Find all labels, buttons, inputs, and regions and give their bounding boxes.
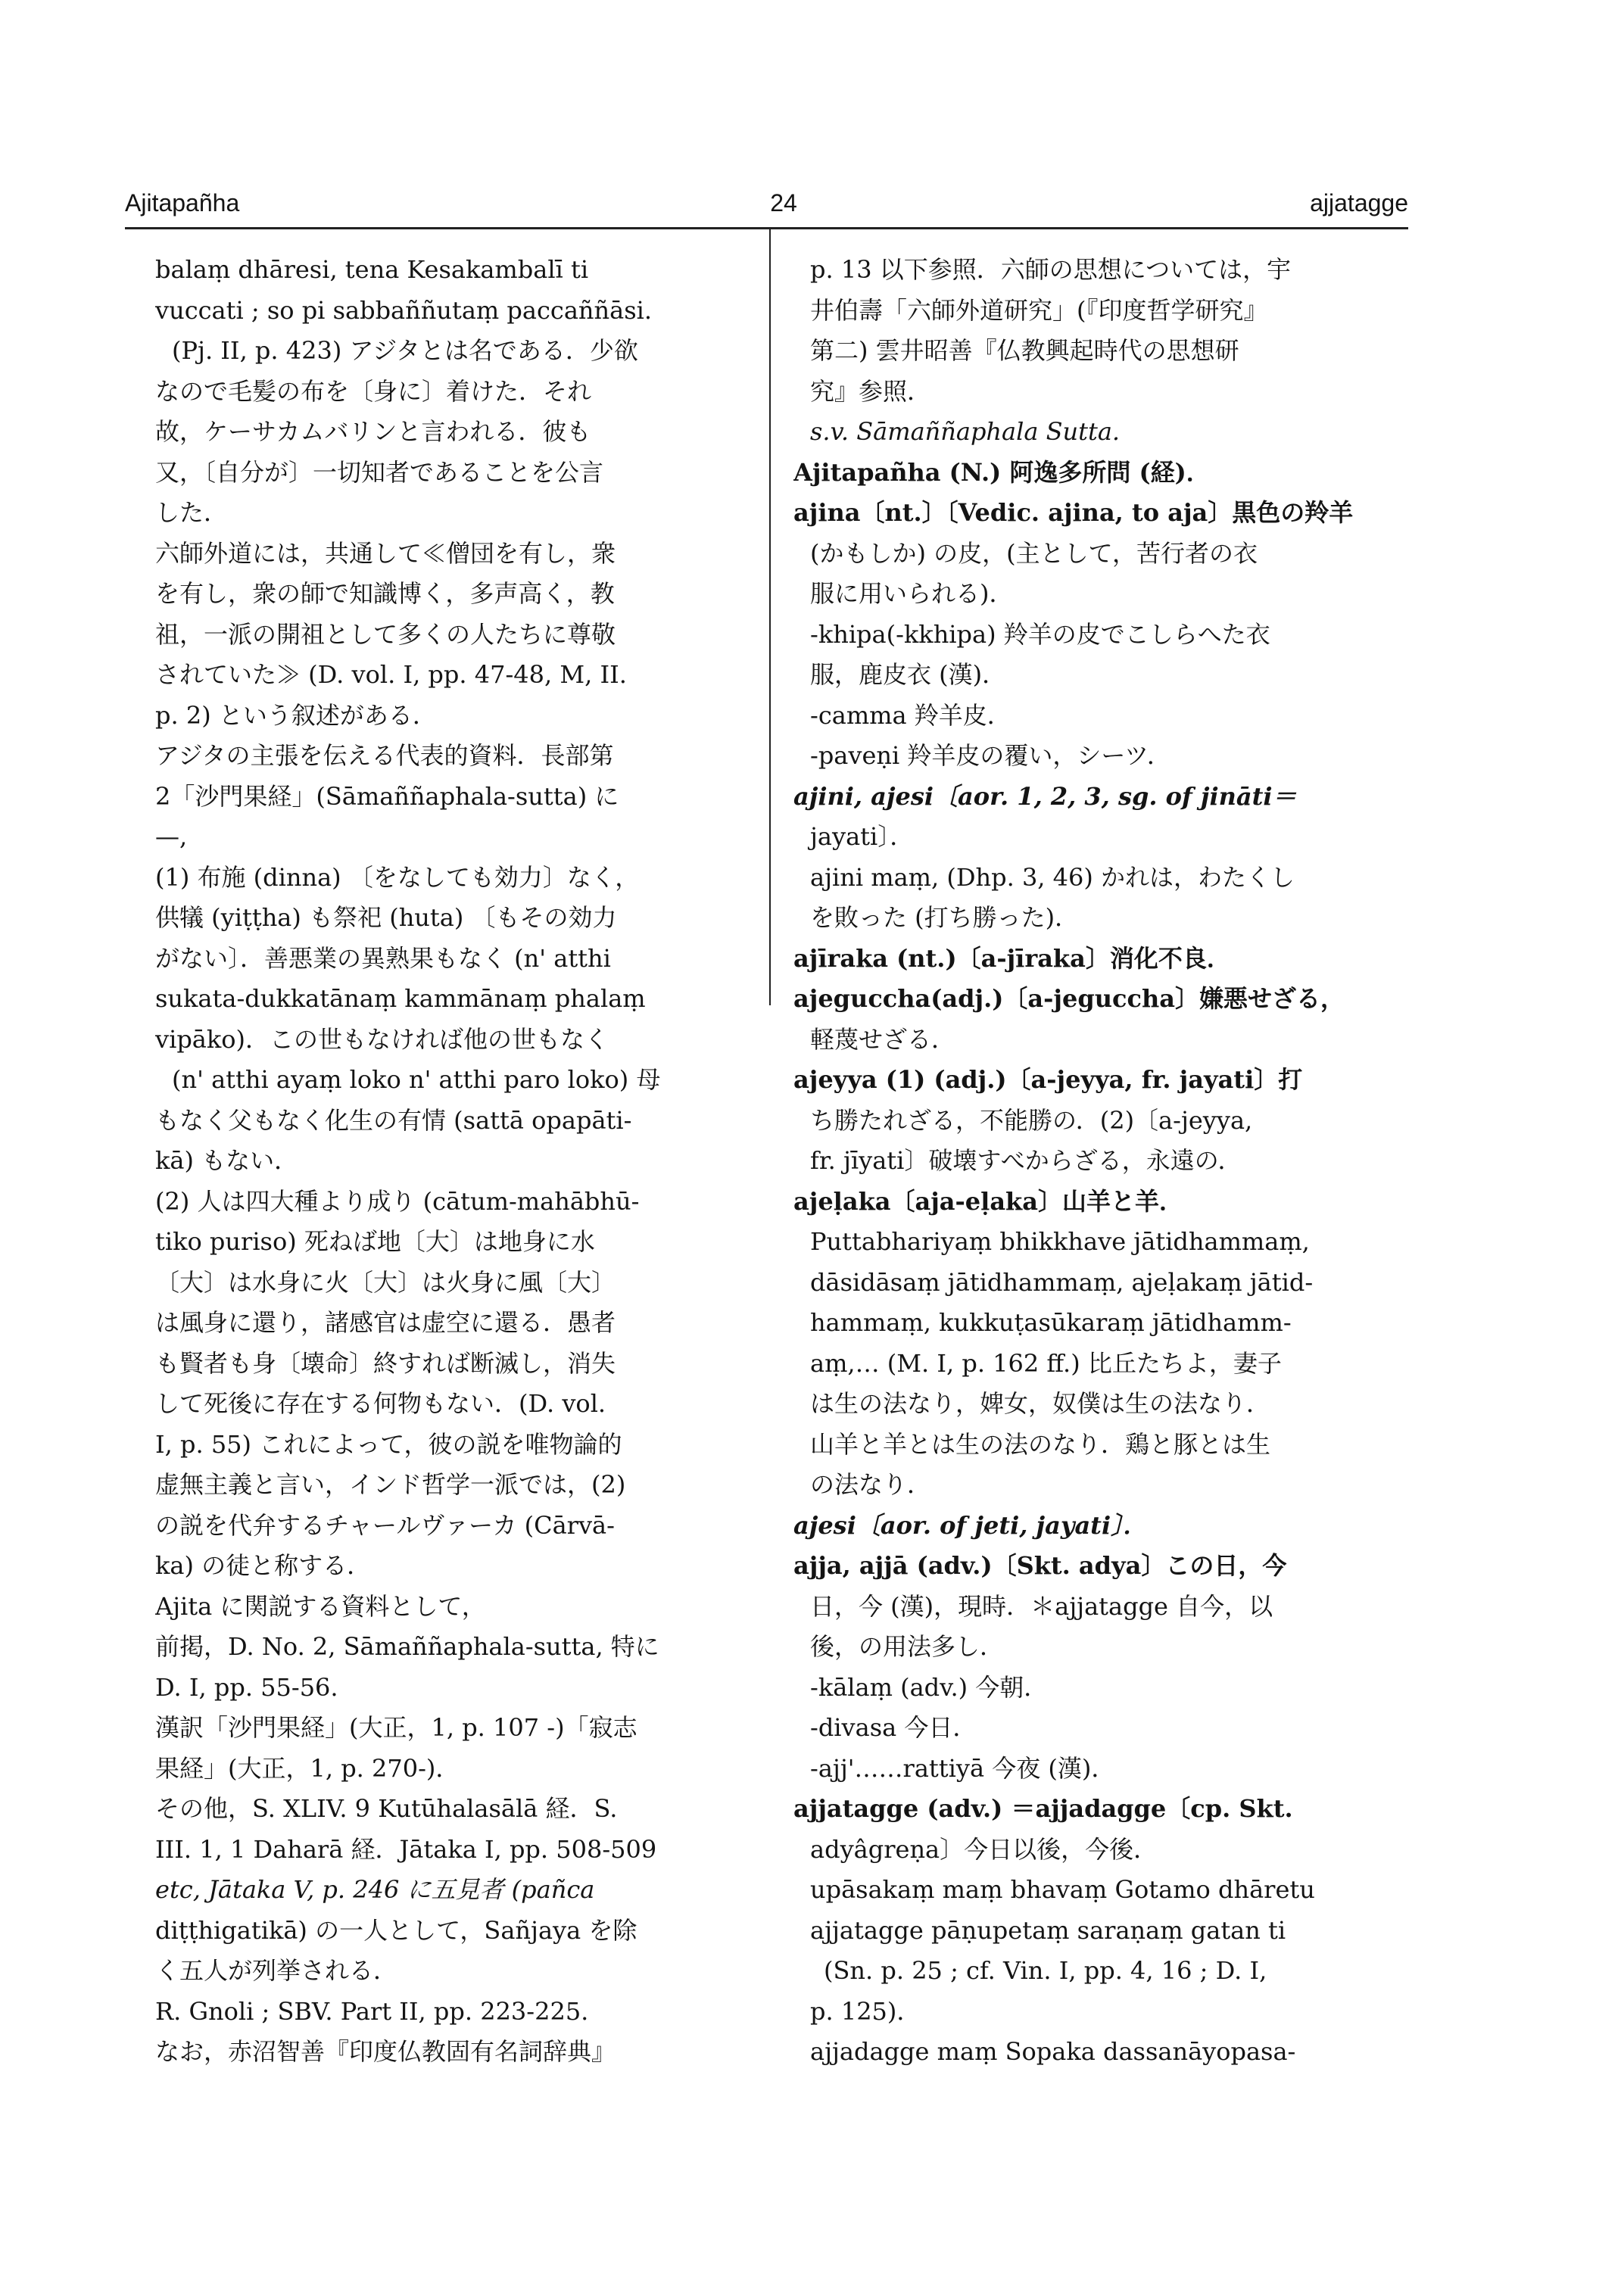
text-line: なので毛髪の布を〔身に〕着けた．それ [155,376,592,406]
text-line: 究』参照． [810,376,932,406]
text-line: ajjatagge pāṇupetaṃ saraṇaṃ gatan ti [810,1915,1286,1945]
text-line: 〔大〕は水身に火〔大〕は火身に風〔大〕 [155,1267,616,1297]
text-line: も賢者も身〔壊命〕終すれば断滅し，消失 [155,1348,616,1378]
entry-headword-ajeguccha: ajeguccha(adj.)〔a-jeguccha〕嫌悪せざる， [793,984,1345,1013]
entry-headword-ajini: ajini, ajesi〔aor. 1, 2, 3, sg. of jināti＝ [793,781,1297,811]
text-line: -paveṇi 羚羊皮の覆い，シーツ． [810,741,1171,770]
text-line: を有し，衆の師で知識博く，多声高く，教 [155,579,615,608]
right-column [793,250,1408,2073]
entry-headword-ajesi: ajesi〔aor. of jeti, jayati〕． [793,1510,1148,1540]
text-line: upāsakaṃ maṃ bhavaṃ Gotamo dhāretu [810,1875,1315,1904]
text-line: aṃ,… (M. I, p. 162 ff.) 比丘たちよ，妻子 [810,1348,1282,1378]
text-line: 井伯壽「六師外道研究」(『印度哲学研究』 [810,295,1268,325]
text-line: (1) 布施 (dinna) 〔をなしても効力〕なく， [155,862,640,892]
text-line: 供犠 (yiṭṭha) も祭祀 (huta) 〔もその効力 [155,903,617,932]
text-line: ち勝たれざる，不能勝の．(2)〔a-jeyya, [810,1105,1253,1135]
text-line: 服に用いられる)． [810,579,1014,608]
text-line: 漢訳「沙門果経」(大正，1, p. 107 -)「寂志 [155,1713,637,1742]
text-line: 山羊と羊とは生の法のなり．鶏と豚とは生 [810,1429,1271,1459]
text-line: -ajj'……rattiyā 今夜 (漢)． [810,1753,1116,1783]
text-line: -kālaṃ (adv.) 今朝． [810,1672,1049,1702]
text-line: して死後に存在する何物もない．(D. vol. [155,1389,606,1418]
entry-headword-ajelaka: ajeḷaka〔aja-eḷaka〕山羊と羊． [793,1186,1183,1216]
text-line: vipāko)．この世もなければ他の世もなく [155,1024,609,1054]
entry-headword-ajjatagge: ajjatagge (adv.) ＝ajjadagge〔cp. Skt. [793,1794,1293,1823]
text-line: (2) 人は四大種より成り (cātum-mahābhū- [155,1186,640,1216]
text-line: jayati〕． [810,822,915,851]
header-rule [125,227,1408,229]
text-line: 又，〔自分が〕一切知者であることを公言 [155,457,604,487]
column-divider [769,227,771,1005]
text-line: がない〕．善悪業の異熟果もなく (n' atthi [155,943,611,973]
text-line: その他，S. XLIV. 9 Kutūhalasālā 経．S. [155,1794,618,1823]
text-line: -khipa(-kkhipa) 羚羊の皮でこしらへた衣 [810,619,1270,649]
text-line: dāsidāsaṃ jātidhammaṃ, ajeḷakaṃ jātid- [810,1267,1314,1297]
text-line: (Pj. II, p. 423) アジタとは名である．少欲 [172,336,638,365]
text-line: R. Gnoli ; SBV. Part II, pp. 223-225. [155,1996,589,2026]
text-line: されていた≫ (D. vol. I, pp. 47-48, M, II. [155,660,627,689]
text-line: 果経」(大正，1, p. 270-)． [155,1753,460,1783]
text-line: ajini maṃ, (Dhp. 3, 46) かれは，わたくし [810,862,1295,892]
text-line: etc, Jātaka V, p. 246 に五見者 (pañca [155,1875,595,1904]
text-line: III. 1, 1 Daharā 経．Jātaka I, pp. 508-509 [155,1834,657,1864]
header-right-guide-word: ajjatagge [1310,189,1408,217]
text-line: kā) もない． [155,1146,299,1175]
text-line: 故，ケーサカムバリンと言われる．彼も [155,417,591,446]
text-line: s.v. Sāmaññaphala Sutta. [810,417,1121,446]
text-line: の説を代弁するチャールヴァーカ (Cārvā- [155,1510,615,1540]
entry-headword-ajina: ajina〔nt.〕〔Vedic. ajina, to aja〕黒色の羚羊 [793,498,1354,527]
left-column [155,250,761,2073]
text-line: sukata-dukkatānaṃ kammānaṃ phalaṃ [155,984,646,1013]
text-line: く五人が列挙される． [155,1956,398,1985]
text-line: アジタの主張を伝える代表的資料．長部第 [155,741,614,770]
text-line: fr. jīyati〕破壊すべからざる，永遠の． [810,1146,1242,1175]
text-line: 日，今 (漢)，現時．＊ajjatagge 自今，以 [810,1591,1273,1621]
text-line: の法なり． [810,1470,932,1499]
header-left-guide-word: Ajitapañha [125,189,240,217]
text-line: 六師外道には，共通して≪僧団を有し，衆 [155,538,616,568]
text-line: もなく父もなく化生の有情 (sattā opapāti- [155,1105,632,1135]
text-line: Puttabhariyaṃ bhikkhave jātidhammaṃ, [810,1227,1310,1256]
text-line: p. 2) という叙述がある． [155,700,437,730]
text-line: は生の法なり，婢女，奴僕は生の法なり． [810,1389,1271,1418]
entry-headword-ajitapanha: Ajitapañha (N.) 阿逸多所問 (経)． [793,457,1211,487]
text-line: hammaṃ, kukkuṭasūkaraṃ jātidhamm- [810,1308,1292,1337]
text-line: 祖，一派の開祖として多くの人たちに尊敬 [155,619,616,649]
text-line: adyâgreṇa〕今日以後，今後． [810,1834,1158,1864]
text-line: tiko puriso) 死ねば地〔大〕は地身に水 [155,1227,595,1256]
text-line: 後，の用法多し． [810,1632,1005,1661]
text-line: 服，鹿皮衣 (漢)． [810,660,1007,689]
page-number: 24 [770,189,797,217]
text-line: D. I, pp. 55-56. [155,1672,338,1702]
text-line: を敗った (打ち勝った)． [810,903,1080,932]
running-header [125,189,1408,224]
text-line: 軽蔑せざる． [810,1024,956,1054]
text-line: (かもしか) の皮，(主として，苦行者の衣 [810,538,1258,568]
text-line: I, p. 55) これによって，彼の説を唯物論的 [155,1429,622,1459]
text-line: (Sn. p. 25 ; cf. Vin. I, pp. 4, 16 ; D. I, [824,1956,1267,1985]
text-line: -divasa 今日． [810,1713,977,1742]
text-line: (n' atthi ayaṃ loko n' atthi paro loko) 母 [172,1065,661,1094]
text-line: p. 13 以下参照．六師の思想については，宇 [810,255,1292,284]
entry-headword-ajeyya: ajeyya (1) (adj.)〔a-jeyya, fr. jayati〕打 [793,1065,1303,1094]
text-line: 第二) 雲井昭善『仏教興起時代の思想研 [810,336,1239,365]
text-line: なお，赤沼智善『印度仏教固有名詞辞典』 [155,2037,616,2066]
text-line: p. 125)． [810,1996,921,2026]
text-line: 前掲，D. No. 2, Sāmaññaphala-sutta, 特に [155,1632,659,1661]
text-line: vuccati ; so pi sabbaññutaṃ paccaññāsi. [155,295,653,325]
text-line: ka) の徒と称する． [155,1551,372,1580]
text-line: diṭṭhigatikā) の一人として，Sañjaya を除 [155,1915,637,1945]
text-line: —, [155,822,188,851]
text-line: 2「沙門果経」(Sāmaññaphala-sutta) に [155,781,619,811]
text-line: balaṃ dhāresi, tena Kesakambalī ti [155,255,589,284]
text-line: は風身に還り，諸感官は虚空に還る．愚者 [155,1308,616,1337]
text-line: した． [155,498,229,527]
text-line: -camma 羚羊皮． [810,700,1011,730]
entry-headword-ajiraka: ajīraka (nt.)〔a-jīraka〕消化不良． [793,943,1231,973]
text-line: Ajita に関説する資料として， [155,1591,486,1621]
text-line: 虚無主義と言い，インド哲学一派では，(2) [155,1470,626,1499]
entry-headword-ajja: ajja, ajjā (adv.)〔Skt. adya〕この日，今 [793,1551,1287,1580]
text-line: ajjadagge maṃ Sopaka dassanāyopasa- [810,2037,1296,2066]
